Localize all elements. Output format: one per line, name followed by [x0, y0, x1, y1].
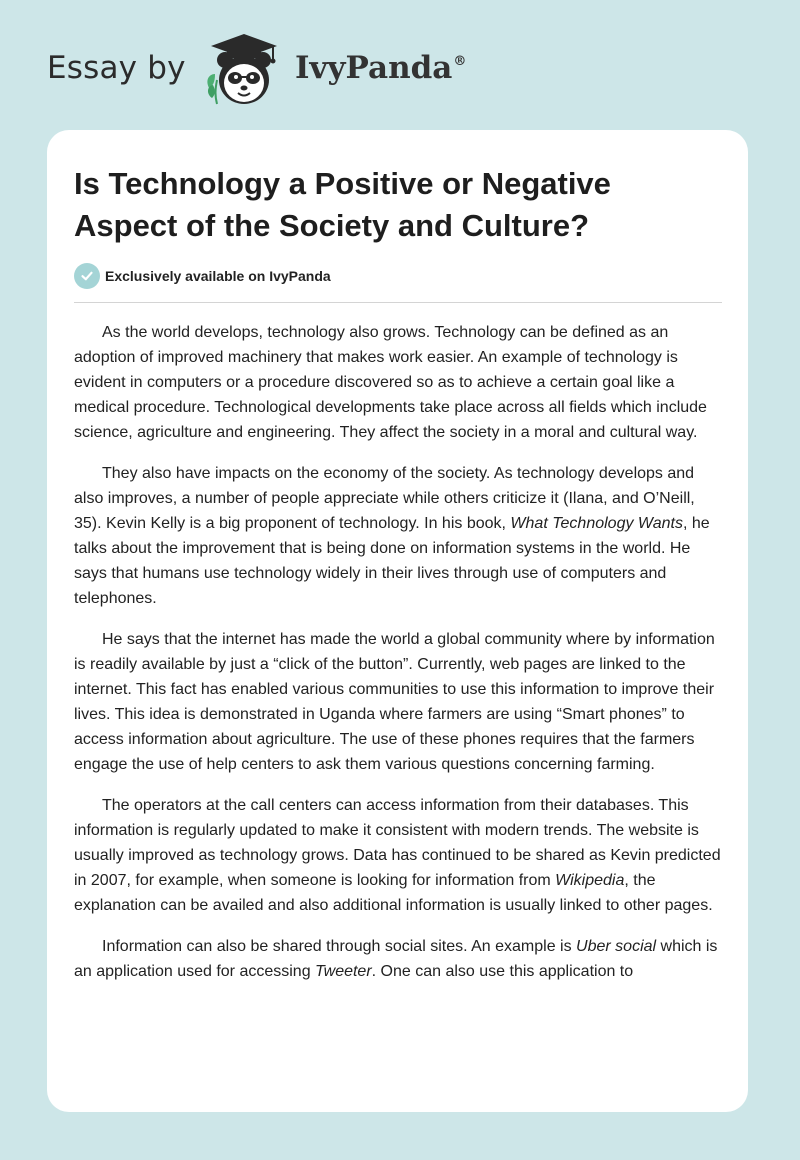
- registered-mark: ®: [453, 54, 467, 69]
- essay-body: [74, 320, 724, 1000]
- paragraph-text: Information can also be shared through social sites. An example is: [102, 938, 577, 955]
- italic-title: What Technology Wants: [510, 515, 683, 532]
- italic-title: Uber social: [576, 938, 657, 955]
- exclusive-badge-text: Exclusively available on IvyPanda: [105, 268, 331, 284]
- paragraph-text: , he talks about the improvement that is being done on information systems in the world. He says that humans use technology widely in their lives through use of computers and telephones.: [74, 515, 710, 607]
- exclusive-badge: [74, 263, 331, 289]
- essay-paragraph: [74, 793, 724, 918]
- essay-card: [47, 130, 748, 1112]
- brand-name[interactable]: IvyPanda®: [295, 50, 467, 86]
- paragraph-text: , the explanation can be availed and also additional information is usually linked to other pages.: [74, 872, 713, 914]
- italic-title: Tweeter: [315, 963, 372, 980]
- italic-title: Wikipedia: [555, 872, 625, 889]
- paragraph-text: They also have impacts on the economy of the society. As technology develops and also improves, a number of people appreciate while others criticize it (Ilana, and O’Neill, 35). Kevin Kelly is a big proponent of technology. In his book,: [74, 465, 695, 532]
- essay-paragraph: [74, 320, 724, 445]
- essay-by-label: Essay by: [47, 50, 186, 86]
- essay-paragraph: [74, 461, 724, 611]
- site-header: [47, 30, 547, 110]
- checkmark-icon: [74, 263, 100, 289]
- essay-paragraph: [74, 627, 724, 777]
- essay-title: Is Technology a Positive or Negative Aspect of the Society and Culture?: [74, 166, 611, 243]
- paragraph-text: As the world develops, technology also grows. Technology can be defined as an adoption of improved machinery that makes work easier. An example of technology is evident in computers or a procedure discovered so as to achieve a certain goal like a medical procedure. Technological developments take place across all fields which include science, agriculture and engineering. They affect the society in a moral and cultural way.: [74, 324, 707, 441]
- paragraph-text: He says that the internet has made the world a global community where by information is readily available by just a “click of the button”. Currently, web pages are linked to the internet. This fact has enabled various communities to use this information to improve their lives. This idea is demonstrated in Uganda where farmers are using “Smart phones” to access information about agriculture. The use of these phones requires that the farmers engage the use of help centers to ask them various questions concerning farming.: [74, 631, 715, 773]
- paragraph-text: which is an application used for accessing: [74, 938, 718, 980]
- divider: [74, 302, 722, 303]
- paragraph-text: The operators at the call centers can access information from their databases. This information is regularly updated to make it consistent with modern trends. The website is usually improved as technology grows. Data has continued to be shared as Kevin predicted in 2007, for example, when someone is looking for information from: [74, 797, 721, 889]
- essay-paragraph: [74, 934, 724, 984]
- ivypanda-logo-icon[interactable]: [203, 30, 285, 110]
- paragraph-text: . One can also use this application to: [371, 963, 634, 980]
